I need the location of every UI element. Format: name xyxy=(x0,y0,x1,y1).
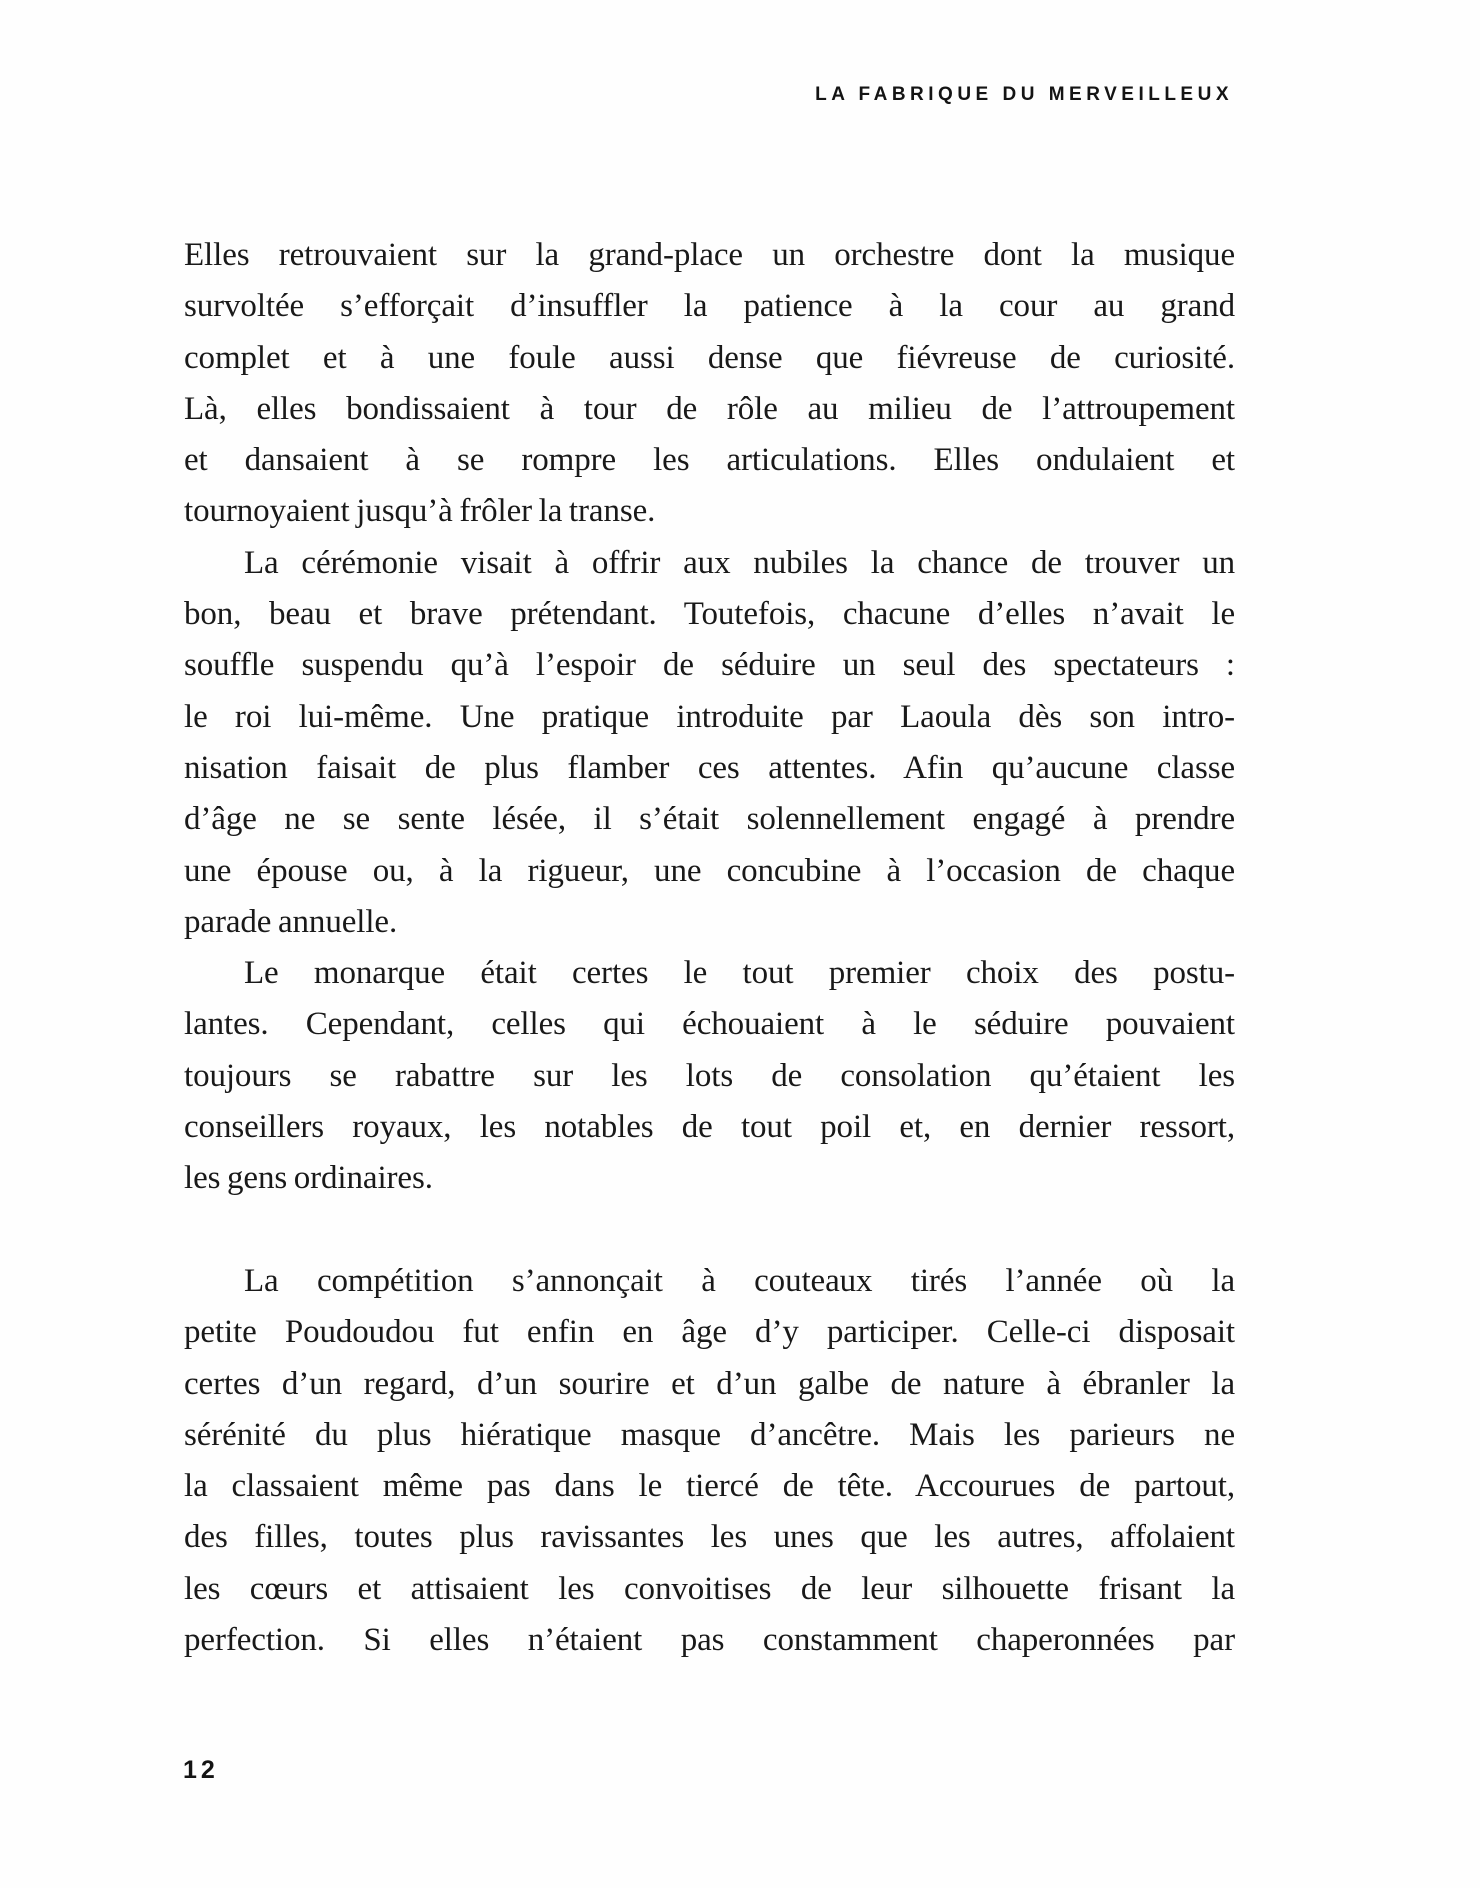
body-text xyxy=(184,230,1235,1666)
text-line: parade annuelle. xyxy=(184,903,398,940)
text-line: Là, elles bondissaient à tour de rôle au milieu de l’attroupement xyxy=(184,390,1235,427)
text-line: les cœurs et attisaient les convoitises de leur silhouette frisant la xyxy=(184,1570,1235,1607)
text-line: des filles, toutes plus ravissantes les unes que les autres, affolaient xyxy=(184,1519,1235,1556)
text-line: le roi lui-même. Une pratique introduite par Laoula dès son intro- xyxy=(184,698,1235,735)
text-line: tournoyaient jusqu’à frôler la transe. xyxy=(184,493,656,530)
paragraph xyxy=(184,230,1235,538)
text-line: certes d’un regard, d’un sourire et d’un galbe de nature à ébranler la xyxy=(184,1365,1235,1402)
text-line: d’âge ne se sente lésée, il s’était solennellement engagé à prendre xyxy=(184,801,1235,838)
text-line: petite Poudoudou fut enfin en âge d’y participer. Celle-ci disposait xyxy=(184,1314,1235,1351)
text-line: complet et à une foule aussi dense que fiévreuse de curiosité. xyxy=(184,339,1235,376)
text-line: et dansaient à se rompre les articulations. Elles ondulaient et xyxy=(184,442,1235,479)
text-line: souffle suspendu qu’à l’espoir de séduire un seul des spectateurs : xyxy=(184,647,1235,684)
text-line: La compétition s’annonçait à couteaux tirés l’année où la xyxy=(244,1262,1235,1299)
paragraph xyxy=(184,1256,1235,1666)
text-line: nisation faisait de plus flamber ces attentes. Afin qu’aucune classe xyxy=(184,749,1235,786)
text-line: lantes. Cependant, celles qui échouaient à le séduire pouvaient xyxy=(184,1006,1235,1043)
text-line: Elles retrouvaient sur la grand-place un orchestre dont la musique xyxy=(184,237,1235,273)
page-number: 12 xyxy=(183,1756,219,1784)
paragraph xyxy=(184,948,1235,1204)
text-line: La cérémonie visait à offrir aux nubiles la chance de trouver un xyxy=(244,544,1235,581)
text-line: survoltée s’efforçait d’insuffler la patience à la cour au grand xyxy=(184,288,1235,325)
text-line: Le monarque était certes le tout premier choix des postu- xyxy=(244,955,1235,992)
text-line: les gens ordinaires. xyxy=(184,1160,433,1197)
text-line: sérénité du plus hiératique masque d’ancêtre. Mais les parieurs ne xyxy=(184,1416,1235,1453)
text-line: conseillers royaux, les notables de tout poil et, en dernier ressort, xyxy=(184,1109,1235,1146)
text-line: une épouse ou, à la rigueur, une concubine à l’occasion de chaque xyxy=(184,852,1235,889)
text-line: toujours se rabattre sur les lots de consolation qu’étaient les xyxy=(184,1057,1235,1094)
paragraph xyxy=(184,538,1235,948)
running-header: LA FABRIQUE DU MERVEILLEUX xyxy=(815,84,1233,105)
text-line: la classaient même pas dans le tiercé de tête. Accourues de partout, xyxy=(184,1468,1235,1505)
text-line: bon, beau et brave prétendant. Toutefois, chacune d’elles n’avait le xyxy=(184,596,1235,633)
text-line: perfection. Si elles n’étaient pas constamment chaperonnées par xyxy=(184,1622,1235,1659)
